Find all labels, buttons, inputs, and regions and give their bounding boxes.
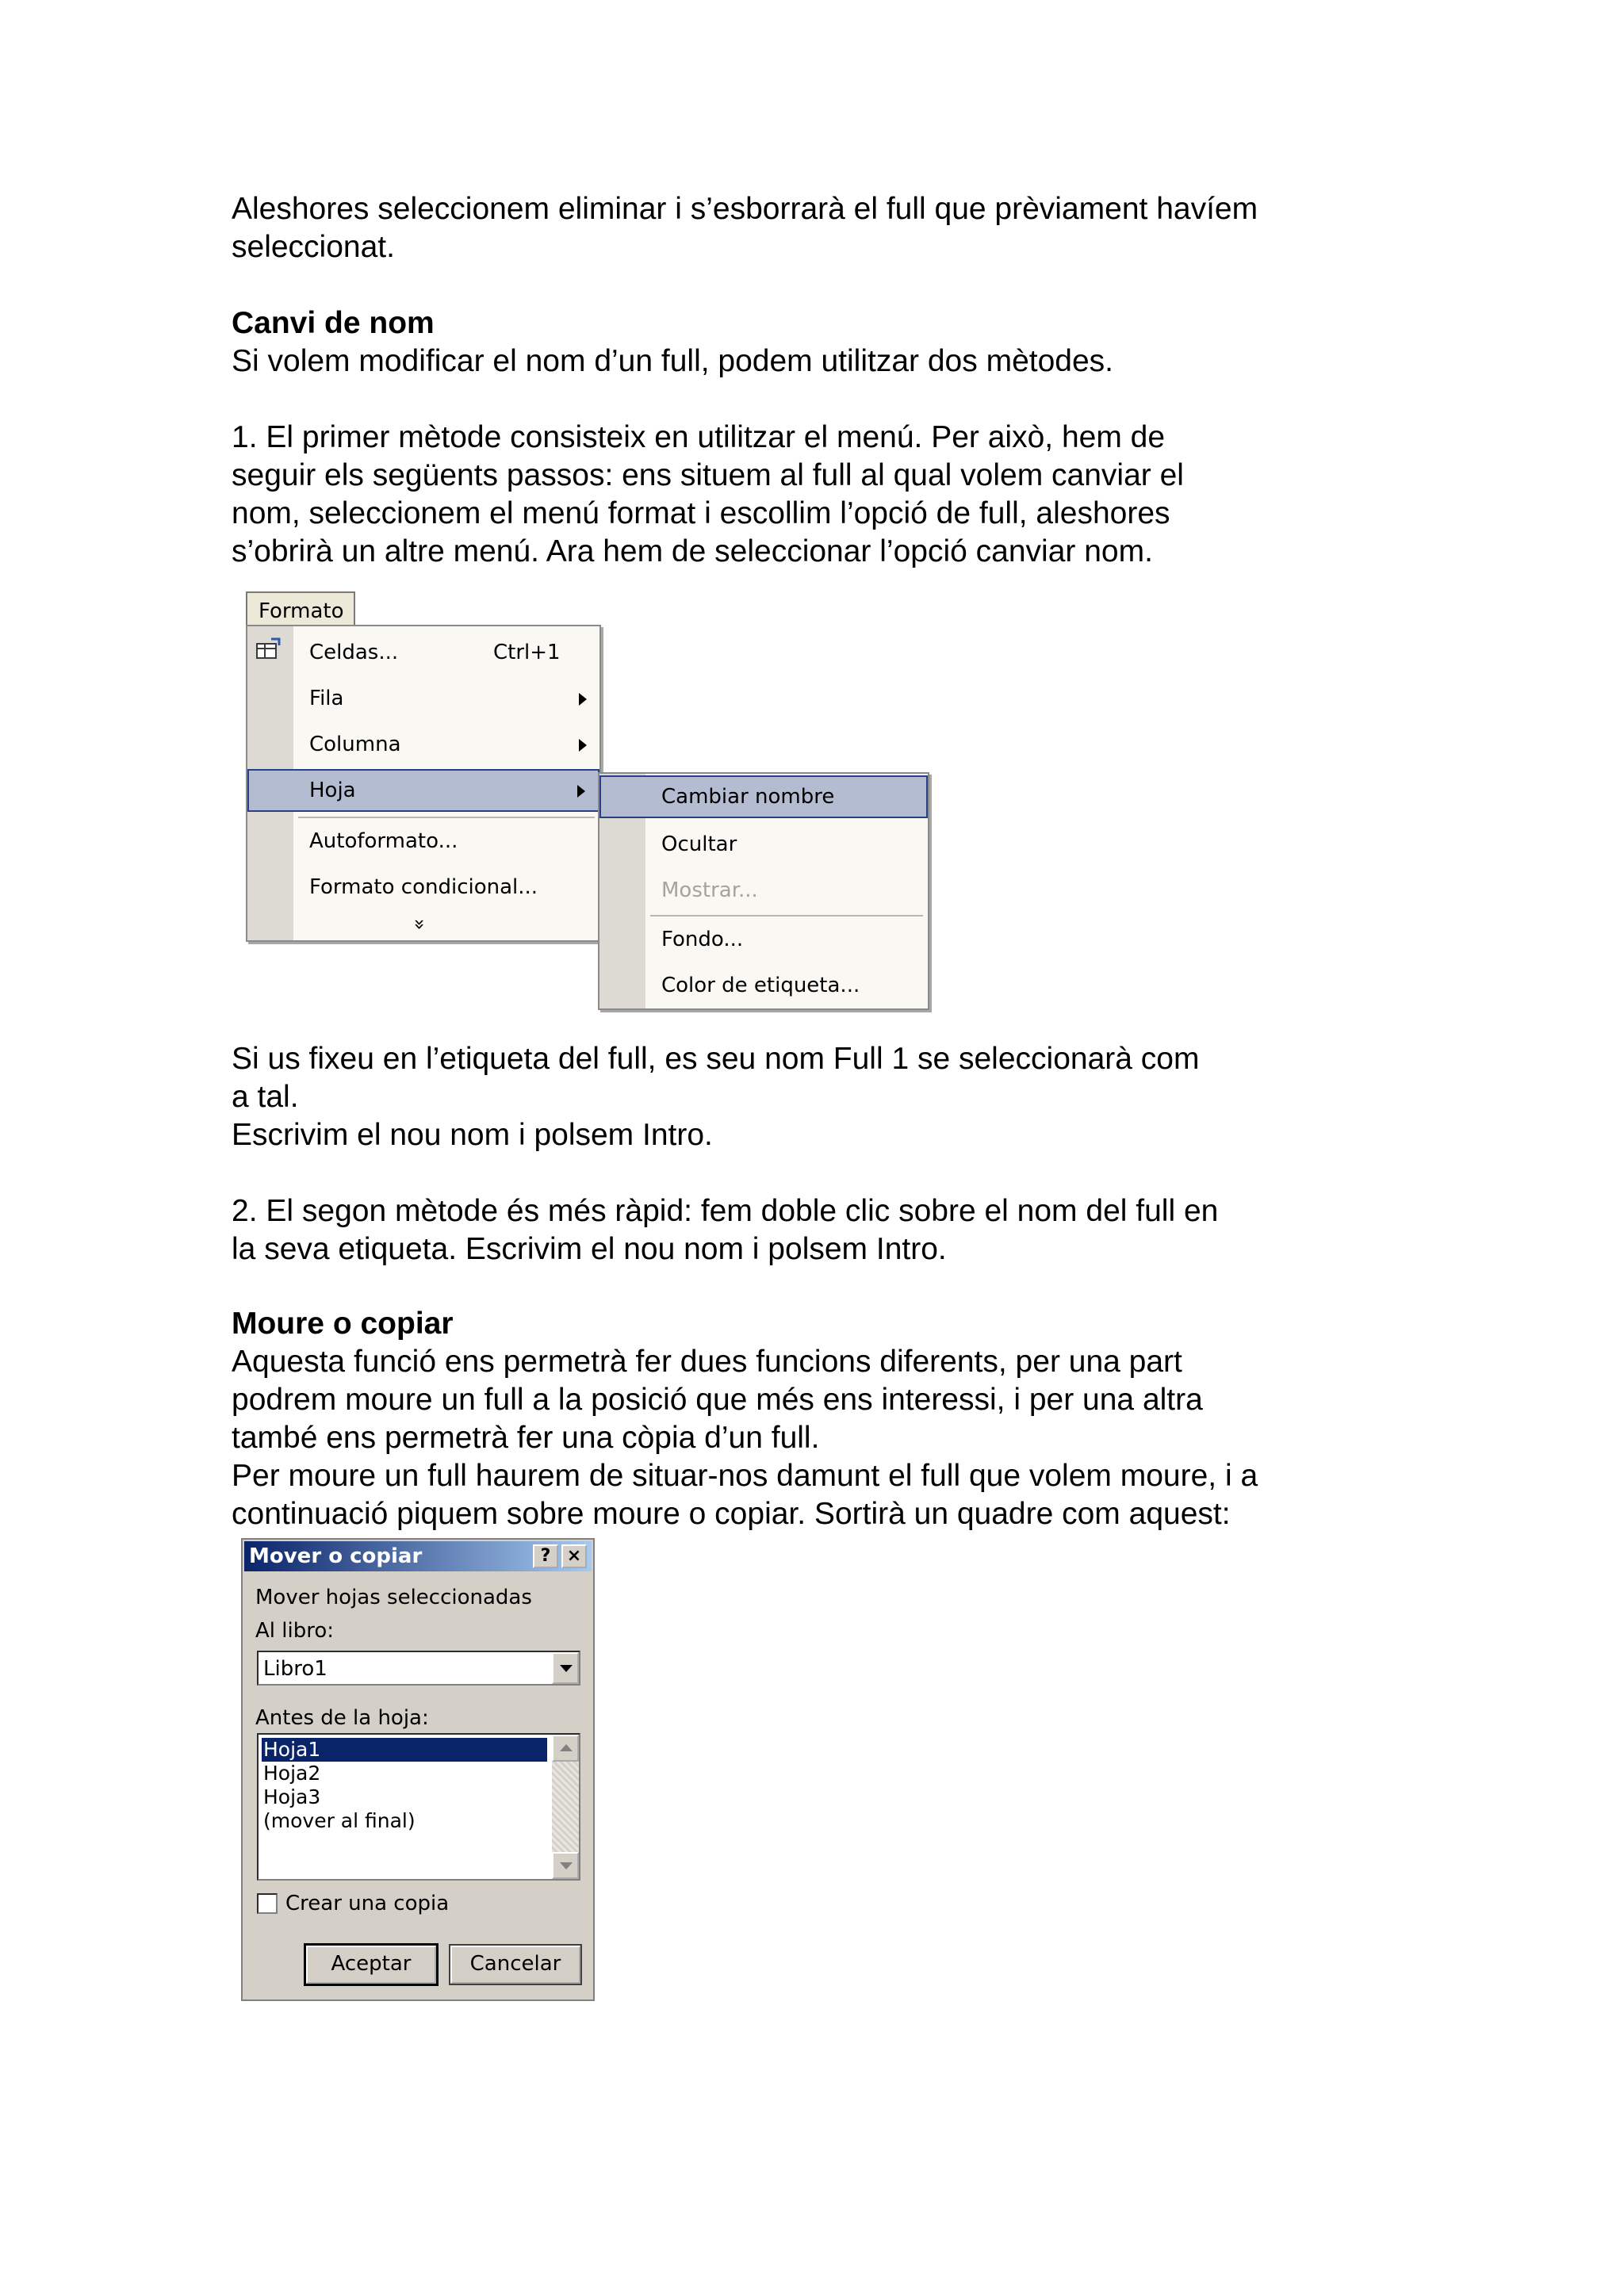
menu-item-label: Cambiar nombre xyxy=(661,785,835,809)
create-copy-label: Crear una copia xyxy=(285,1892,450,1915)
book-select-value: Libro1 xyxy=(263,1657,327,1681)
menu-item-autoformato[interactable] xyxy=(247,820,599,863)
scroll-down-button[interactable] xyxy=(552,1852,579,1879)
menu-item-label: Autoformato... xyxy=(309,829,458,853)
listbox-scrollbar[interactable] xyxy=(552,1735,579,1879)
chevron-up-icon xyxy=(560,1744,573,1751)
submenu-arrow-icon xyxy=(577,785,585,798)
ok-button[interactable] xyxy=(306,1946,436,1984)
cancel-button-label: Cancelar xyxy=(469,1952,561,1976)
dialog-title: Mover o copiar xyxy=(249,1544,423,1568)
expand-menu-chevron-icon[interactable]: » xyxy=(408,918,431,931)
sheet-submenu xyxy=(598,772,929,1010)
list-item[interactable]: Hoja2 xyxy=(263,1762,321,1785)
menu-item-label: Fila xyxy=(309,687,344,710)
paragraph-method-one: 1. El primer mètode consisteix en utilitzar el menú. Per això, hem de seguir els següents passos: ens situem al full al qual volem canviar el nom, seleccionem el menú format i escollim l’opció de full, aleshores s’obrirà un altre menú. Ara hem de seleccionar l’opció canviar nom. xyxy=(232,420,1184,568)
list-item[interactable]: Hoja1 xyxy=(262,1738,547,1762)
dialog-title-bar[interactable] xyxy=(244,1541,592,1571)
menu-item-celdas[interactable] xyxy=(247,631,599,674)
paragraph-delete-result: Aleshores seleccionem eliminar i s’esborrarà el full que prèviament havíem seleccionat. xyxy=(232,192,1258,264)
paragraph-move-copy: Aquesta funció ens permetrà fer dues funcions diferents, per una part podrem moure un full a la posició que més ens interessi, i per una altra també ens permetrà fer una còpia d’un full. Per moure un full haurem de situar-nos damunt el full que volem moure, i a continuació piquem sobre moure o copiar. Sortirà un quadre com aquest: xyxy=(232,1345,1258,1531)
dialog-heading: Mover hojas seleccionadas xyxy=(255,1586,532,1609)
paragraph-tab-label: Si us fixeu en l’etiqueta del full, es seu nom Full 1 se seleccionarà com a tal. Escrivim el nou nom i polsem Intro. xyxy=(232,1042,1200,1152)
create-copy-checkbox[interactable] xyxy=(257,1893,278,1914)
menu-item-hoja[interactable] xyxy=(247,769,599,812)
menu-formato[interactable] xyxy=(246,591,355,626)
menu-item-label: Celdas... xyxy=(309,641,399,664)
submenu-arrow-icon xyxy=(579,739,587,752)
paragraph-method-two: 2. El segon mètode és més ràpid: fem doble clic sobre el nom del full en la seva etiqueta. Escrivim el nou nom i polsem Intro. xyxy=(232,1194,1219,1266)
help-icon: ? xyxy=(540,1546,551,1566)
chevron-down-icon xyxy=(560,1862,573,1869)
menu-item-formato-condicional[interactable] xyxy=(247,866,599,909)
close-button[interactable] xyxy=(561,1544,587,1568)
format-menu-screenshot xyxy=(238,585,936,1025)
menu-item-label: Mostrar... xyxy=(661,878,758,902)
heading-rename: Canvi de nom xyxy=(232,306,435,340)
menu-item-columna[interactable] xyxy=(247,723,599,766)
cancel-button[interactable] xyxy=(450,1946,580,1984)
ok-button-label: Aceptar xyxy=(331,1952,412,1976)
menu-item-label: Columna xyxy=(309,733,401,756)
book-label: Al libro: xyxy=(255,1619,335,1643)
menu-item-label: Fondo... xyxy=(661,928,744,951)
menu-item-label: Hoja xyxy=(309,779,356,802)
submenu-item-color-etiqueta[interactable] xyxy=(599,964,928,1007)
submenu-item-fondo[interactable] xyxy=(599,918,928,961)
paragraph-rename-intro: Si volem modificar el nom d’un full, podem utilitzar dos mètodes. xyxy=(232,344,1113,378)
sheet-listbox[interactable] xyxy=(257,1733,580,1881)
move-copy-dialog xyxy=(241,1538,595,2001)
menu-separator xyxy=(650,915,923,916)
format-dropdown xyxy=(246,625,601,942)
help-button[interactable] xyxy=(533,1544,558,1568)
submenu-arrow-icon xyxy=(579,693,587,706)
before-sheet-label: Antes de la hoja: xyxy=(255,1706,429,1730)
book-select[interactable] xyxy=(257,1651,580,1686)
scroll-up-button[interactable] xyxy=(552,1735,579,1762)
menu-separator xyxy=(298,817,595,818)
menu-item-shortcut: Ctrl+1 xyxy=(493,641,561,664)
list-item[interactable]: (mover al final) xyxy=(263,1809,416,1832)
menu-item-label: Color de etiqueta... xyxy=(661,974,860,997)
menu-formato-label: Formato xyxy=(259,599,344,623)
book-select-dropdown-button[interactable] xyxy=(552,1652,579,1684)
submenu-item-cambiar-nombre[interactable] xyxy=(599,775,928,818)
submenu-item-ocultar[interactable] xyxy=(599,823,928,866)
list-item[interactable]: Hoja3 xyxy=(263,1785,321,1808)
chevron-down-icon xyxy=(560,1665,573,1672)
submenu-item-mostrar xyxy=(599,869,928,912)
close-icon: × xyxy=(566,1546,582,1566)
menu-item-fila[interactable] xyxy=(247,677,599,720)
heading-move-copy: Moure o copiar xyxy=(232,1307,454,1341)
menu-item-label: Ocultar xyxy=(661,832,737,856)
menu-item-label: Formato condicional... xyxy=(309,875,538,899)
